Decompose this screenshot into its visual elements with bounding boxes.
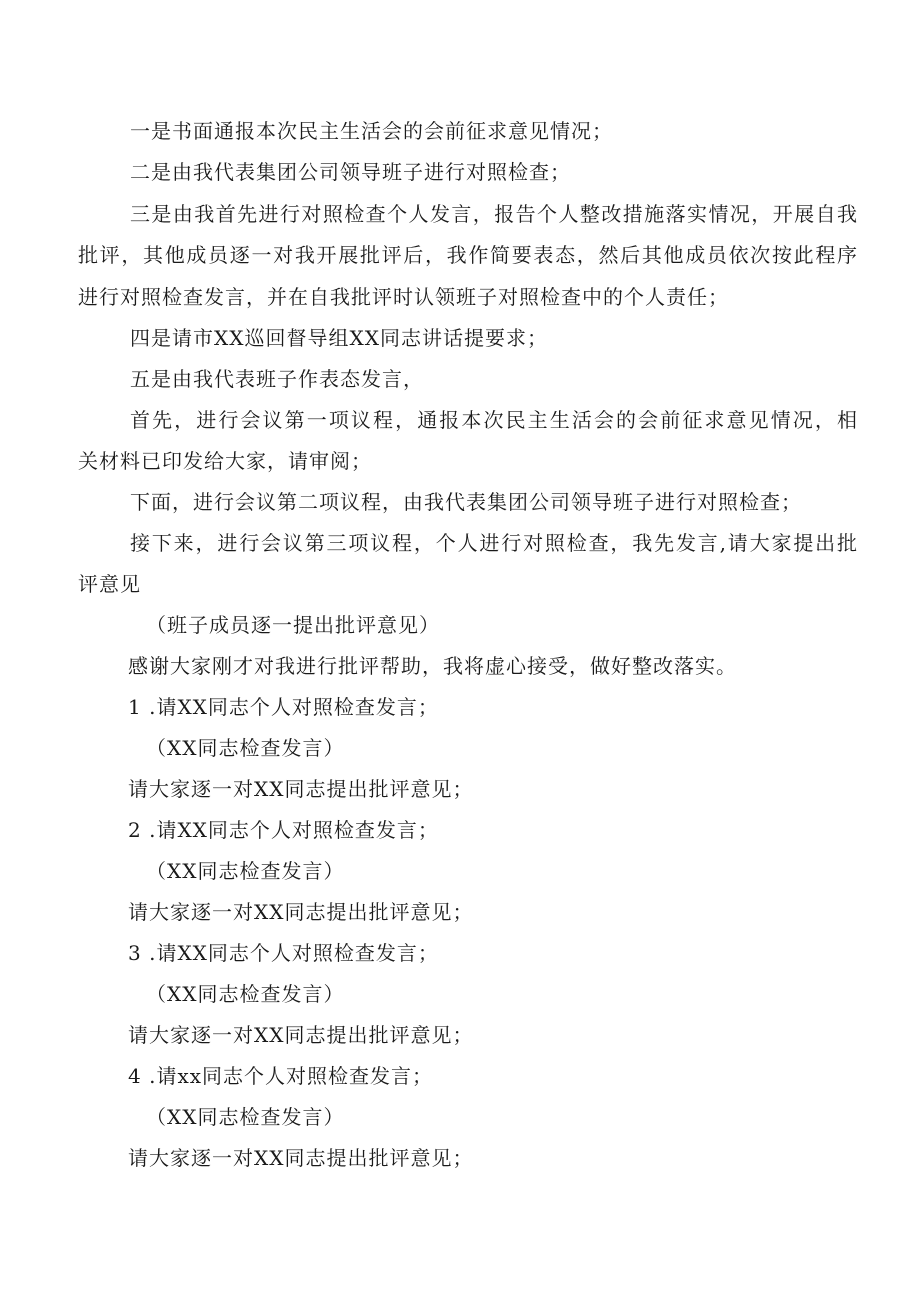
list-item: 3 .请XX同志个人对照检查发言； bbox=[128, 941, 439, 965]
paragraph-line: 二是由我代表集团公司领导班子进行对照检查； bbox=[130, 160, 571, 184]
paragraph-line: 三是由我首先进行对照检查个人发言，报告个人整改措施落实情况，开展自我 bbox=[130, 202, 858, 226]
paragraph-line: 请大家逐一对XX同志提出批评意见； bbox=[128, 1023, 474, 1047]
paragraph-line: （XX同志检查发言） bbox=[146, 1105, 345, 1129]
paragraph-line: 批评，其他成员逐一对我开展批评后，我作简要表态，然后其他成员依次按此程序 bbox=[78, 243, 858, 267]
paragraph-line: 请大家逐一对XX同志提出批评意见； bbox=[128, 900, 474, 924]
paragraph-line: 请大家逐一对XX同志提出批评意见； bbox=[128, 777, 474, 801]
paragraph-line: 感谢大家刚才对我进行批评帮助，我将虚心接受，做好整改落实。 bbox=[128, 654, 737, 678]
paragraph-line: 关材料已印发给大家，请审阅； bbox=[78, 449, 372, 473]
paragraph-line: 评意见 bbox=[78, 572, 141, 596]
list-item: 1 .请XX同志个人对照检查发言； bbox=[128, 695, 439, 719]
paragraph-line: （XX同志检查发言） bbox=[146, 859, 345, 883]
paragraph-line: 接下来，进行会议第三项议程，个人进行对照检查，我先发言,请大家提出批 bbox=[130, 531, 858, 555]
paragraph-line: （XX同志检查发言） bbox=[146, 736, 345, 760]
paragraph-line: 一是书面通报本次民主生活会的会前征求意见情况； bbox=[130, 119, 613, 143]
paragraph-line: （班子成员逐一提出批评意见） bbox=[146, 613, 440, 637]
paragraph-line: 首先，进行会议第一项议程，通报本次民主生活会的会前征求意见情况，相 bbox=[130, 408, 858, 432]
paragraph-line: （XX同志检查发言） bbox=[146, 982, 345, 1006]
paragraph-line: 请大家逐一对XX同志提出批评意见； bbox=[128, 1146, 474, 1170]
list-item: 4 .请xx同志个人对照检查发言； bbox=[128, 1064, 433, 1088]
paragraph-line: 四是请市XX巡回督导组XX同志讲话提要求； bbox=[130, 326, 548, 350]
list-item: 2 .请XX同志个人对照检查发言； bbox=[128, 818, 439, 842]
paragraph-line: 下面，进行会议第二项议程，由我代表集团公司领导班子进行对照检查； bbox=[130, 490, 802, 514]
paragraph-line: 进行对照检查发言，并在自我批评时认领班子对照检查中的个人责任； bbox=[78, 285, 729, 309]
paragraph-line: 五是由我代表班子作表态发言， bbox=[130, 367, 424, 391]
